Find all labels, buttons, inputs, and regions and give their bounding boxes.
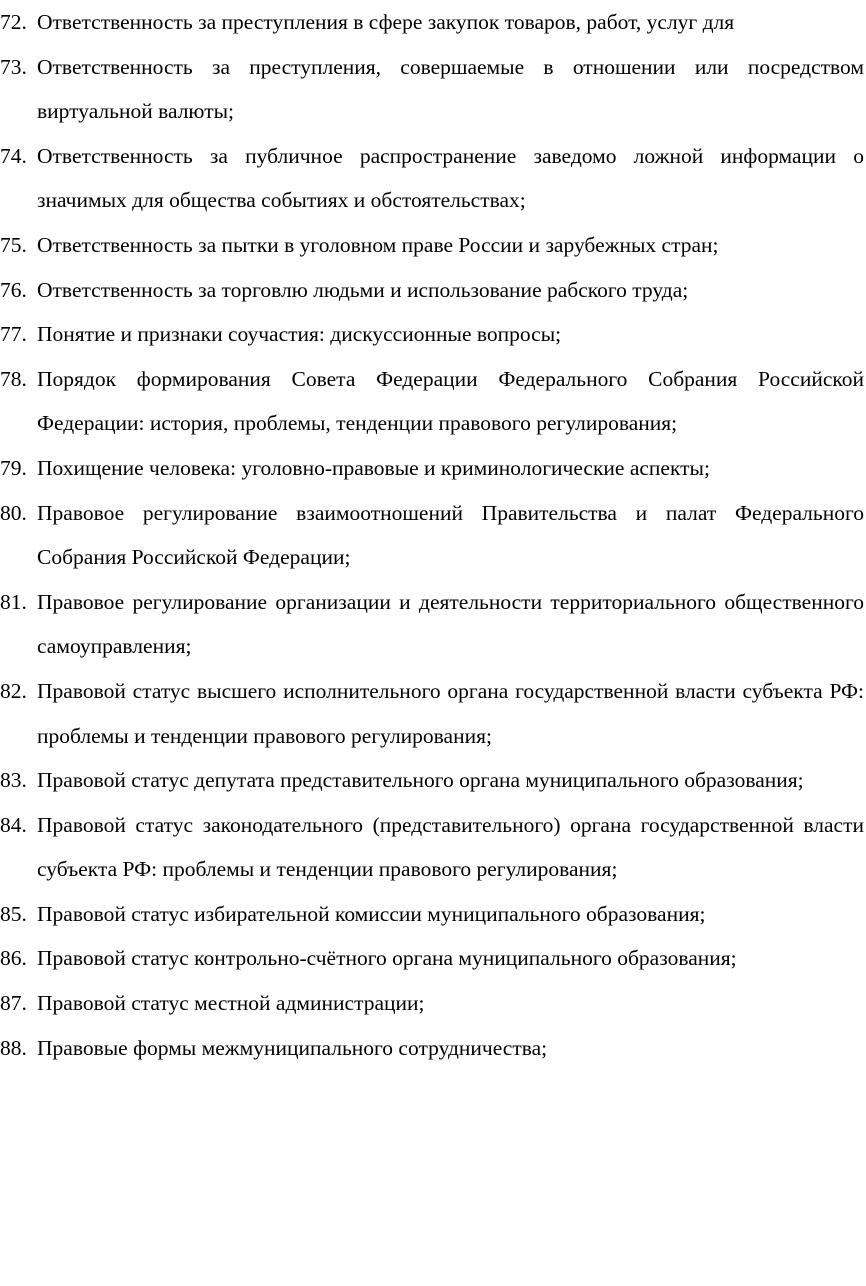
- item-text: Порядок формирования Совета Федерации Федерального Собрания Российской Федерации: история, проблемы, тенденции правового регулирования;: [37, 366, 864, 436]
- item-number: 76.: [0, 277, 27, 302]
- list-item: [0, 936, 864, 981]
- list-item: [0, 312, 864, 357]
- item-text: Правовые формы межмуниципального сотрудничества;: [37, 1035, 548, 1060]
- list-item: [0, 268, 864, 313]
- list-item: [0, 981, 864, 1026]
- list-item: [0, 491, 864, 580]
- item-number: 84.: [0, 812, 27, 837]
- item-text: Ответственность за торговлю людьми и использование рабского труда;: [37, 277, 689, 302]
- item-number: 75.: [0, 232, 27, 257]
- item-text: Правовой статус контрольно-счётного органа муниципального образования;: [37, 946, 737, 971]
- item-number: 80.: [0, 500, 27, 525]
- item-text: Правовое регулирование взаимоотношений Правительства и палат Федерального Собрания Российской Федерации;: [37, 500, 864, 570]
- item-number: 79.: [0, 455, 27, 480]
- item-number: 78.: [0, 366, 27, 391]
- item-number: 88.: [0, 1035, 27, 1060]
- list-item: [0, 223, 864, 268]
- item-text: Похищение человека: уголовно-правовые и криминологические аспекты;: [37, 455, 710, 480]
- item-number: 86.: [0, 946, 27, 971]
- item-number: 82.: [0, 678, 27, 703]
- item-text: Ответственность за публичное распространение заведомо ложной информации о значимых для общества событиях и обстоятельствах;: [37, 143, 864, 213]
- item-text: Правовой статус местной администрации;: [37, 991, 425, 1016]
- list-item: [0, 446, 864, 491]
- item-text: Ответственность за преступления, совершаемые в отношении или посредством виртуальной валюты;: [37, 54, 864, 124]
- item-text: Правовой статус депутата представительного органа муниципального образования;: [37, 768, 804, 793]
- list-item: [0, 134, 864, 223]
- item-number: 85.: [0, 901, 27, 926]
- list-item: [0, 357, 864, 446]
- item-text: Правовое регулирование организации и деятельности территориального общественного самоуправления;: [37, 589, 864, 659]
- item-number: 74.: [0, 143, 27, 168]
- item-text: Правовой статус законодательного (представительного) органа государственной власти субъекта РФ: проблемы и тенденции правового регулирования;: [37, 812, 864, 882]
- item-text: Правовой статус высшего исполнительного органа государственной власти субъекта РФ: проблемы и тенденции правового регулирования;: [37, 678, 864, 748]
- item-number: 87.: [0, 991, 27, 1016]
- item-number: 73.: [0, 54, 27, 79]
- list-item: [0, 669, 864, 758]
- item-text: Понятие и признаки соучастия: дискуссионные вопросы;: [37, 322, 562, 347]
- list-item: [0, 1026, 864, 1071]
- item-text: Ответственность за преступления в сфере закупок товаров, работ, услуг для: [37, 10, 735, 34]
- list-item: [0, 758, 864, 803]
- item-number: 81.: [0, 589, 27, 614]
- list-item: [0, 0, 864, 45]
- item-number: 72.: [0, 10, 27, 34]
- list-item: [0, 892, 864, 937]
- list-item: [0, 580, 864, 669]
- item-text: Ответственность за пытки в уголовном праве России и зарубежных стран;: [37, 232, 719, 257]
- item-text: Правовой статус избирательной комиссии муниципального образования;: [37, 901, 706, 926]
- item-number: 77.: [0, 322, 27, 347]
- list-item: [0, 803, 864, 892]
- list-item: [0, 45, 864, 134]
- item-number: 83.: [0, 768, 27, 793]
